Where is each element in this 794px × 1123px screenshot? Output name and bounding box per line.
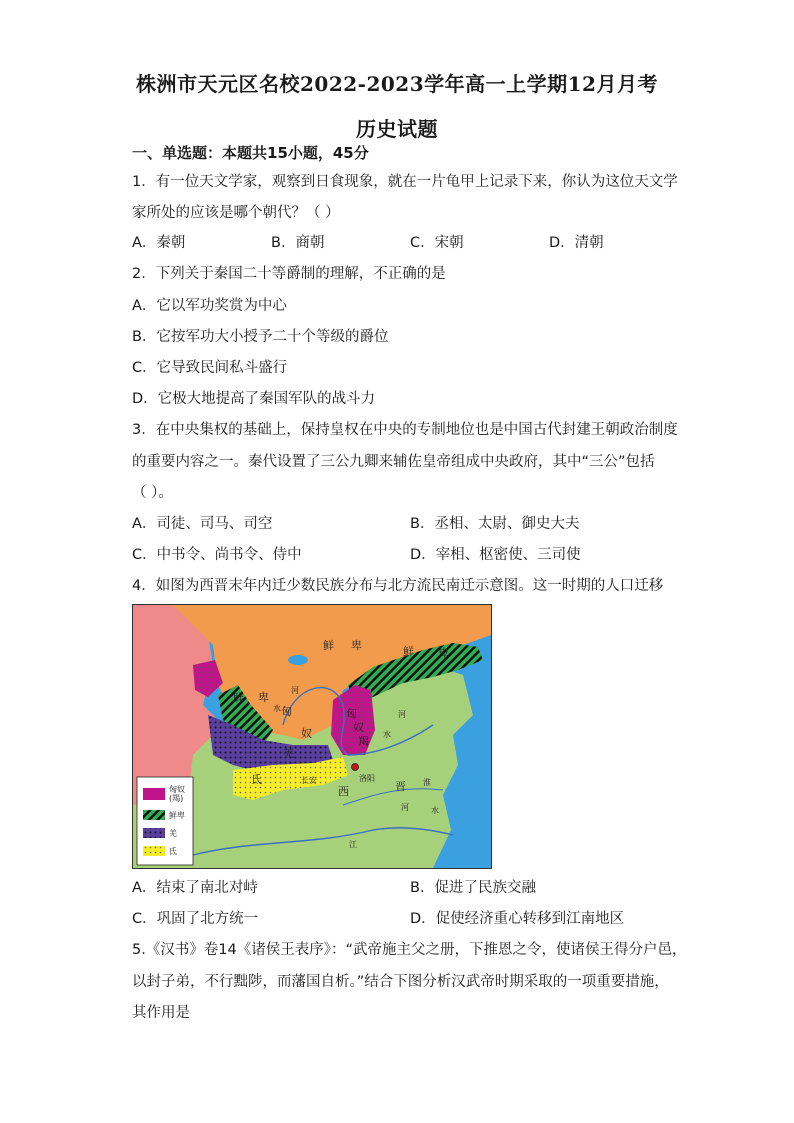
- question-5-line-2: 以封子弟，不行黜陟，而藩国自析。”结合下图分析汉武帝时期采取的一项重要措施，: [132, 974, 669, 990]
- map-label: 卑: [438, 647, 449, 660]
- q4-option-b[interactable]: B．促进了民族交融: [410, 880, 536, 896]
- map-label: 水: [431, 806, 439, 815]
- legend-label-xiongnu-1: 匈奴: [169, 785, 185, 794]
- migration-map: [132, 604, 492, 869]
- legend-swatch-xiongnu: [143, 788, 165, 800]
- map-label: 氐: [251, 773, 262, 786]
- map-label: 水: [383, 730, 391, 739]
- legend-label-qiang: 羌: [169, 829, 177, 838]
- q1-option-d[interactable]: D．清朝: [549, 235, 604, 251]
- q2-option-c[interactable]: C．它导致民间私斗盛行: [132, 360, 288, 376]
- question-5-line-1: 5.《汉书》卷14《诸侯王表序》：“武帝施主父之册，下推恩之令，使诸侯王得分户邑，: [132, 942, 687, 958]
- question-2-line-1: 2．下列关于秦国二十等爵制的理解，不正确的是: [132, 266, 446, 282]
- map-label: 卑: [351, 639, 362, 652]
- map-label: 卑: [258, 691, 269, 704]
- q3-option-a[interactable]: A．司徒、司马、司空: [132, 516, 273, 532]
- question-1-line-1: 1．有一位天文学家，观察到日食现象，就在一片龟甲上记录下来，你认为这位天文学: [132, 174, 678, 190]
- legend-label-di: 氐: [169, 847, 177, 856]
- map-label: 羌: [283, 747, 294, 760]
- map-label: 河: [401, 803, 409, 812]
- q3-option-c[interactable]: C．中书令、尚书令、侍中: [132, 547, 302, 563]
- legend-swatch-qiang: [143, 828, 165, 838]
- question-3-line-1: 3．在中央集权的基础上，保持皇权在中央的专制地位也是中国古代封建王朝政治制度: [132, 422, 678, 438]
- q1-option-c[interactable]: C．宋朝: [410, 235, 464, 251]
- q2-option-a[interactable]: A．它以军功奖赏为中心: [132, 298, 287, 314]
- map-label: 晋: [395, 780, 406, 793]
- question-1-line-2: 家所处的应该是哪个朝代？（ ）: [132, 205, 340, 221]
- map-label: 河: [291, 686, 299, 695]
- q4-option-a[interactable]: A．结束了南北对峙: [132, 880, 258, 896]
- map-label: 西: [338, 785, 349, 798]
- map-label: 水: [273, 704, 281, 713]
- legend-swatch-di: [143, 846, 165, 856]
- q1-option-a[interactable]: A．秦朝: [132, 235, 186, 251]
- legend-swatch-xianbei: [143, 810, 165, 820]
- question-5-line-3: 其作用是: [132, 1005, 190, 1021]
- section-heading: 一、单选题：本题共15小题，45分: [132, 144, 369, 162]
- map-label: 羯: [358, 735, 369, 748]
- map-label: 淮: [423, 778, 431, 787]
- q4-option-d[interactable]: D．促使经济重心转移到江南地区: [410, 911, 625, 927]
- map-label: 鲜: [233, 691, 244, 704]
- map-label: 江: [349, 840, 357, 849]
- map-label: 匈: [281, 705, 292, 718]
- map-label: 奴: [353, 721, 364, 734]
- page-subtitle: 历史试题: [356, 117, 438, 141]
- legend-label-xianbei: 鲜卑: [169, 811, 185, 820]
- map-label: 鲜: [403, 645, 414, 658]
- luoyang-marker: [352, 764, 359, 771]
- q3-option-b[interactable]: B．丞相、太尉、御史大夫: [410, 516, 580, 532]
- q4-option-c[interactable]: C．巩固了北方统一: [132, 911, 259, 927]
- q2-option-d[interactable]: D．它极大地提高了秦国军队的战斗力: [132, 391, 376, 407]
- map-legend: [137, 777, 193, 865]
- question-3-line-2: 的重要内容之一。秦代设置了三公九卿来辅佐皇帝组成中央政府，其中“三公”包括: [132, 454, 655, 470]
- map-label: 长安: [301, 776, 317, 785]
- map-label: 河: [398, 710, 406, 719]
- map-label: 奴: [301, 727, 312, 740]
- q3-option-d[interactable]: D．宰相、枢密使、三司使: [410, 547, 581, 563]
- question-3-line-3: （ ）。: [132, 485, 173, 501]
- legend-label-xiongnu-2: (羯): [169, 794, 184, 803]
- map-lake: [288, 655, 308, 665]
- map-label: 鲜: [323, 639, 334, 652]
- question-4-line-1: 4．如图为西晋末年内迁少数民族分布与北方流民南迁示意图。这一时期的人口迁移: [132, 578, 664, 594]
- q2-option-b[interactable]: B．它按军功大小授予二十个等级的爵位: [132, 329, 389, 345]
- map-label: 洛阳: [359, 774, 375, 783]
- page-title: 株洲市天元区名校2022-2023学年高一上学期12月月考: [136, 72, 658, 96]
- map-label: 匈: [346, 707, 357, 720]
- q1-option-b[interactable]: B．商朝: [271, 235, 325, 251]
